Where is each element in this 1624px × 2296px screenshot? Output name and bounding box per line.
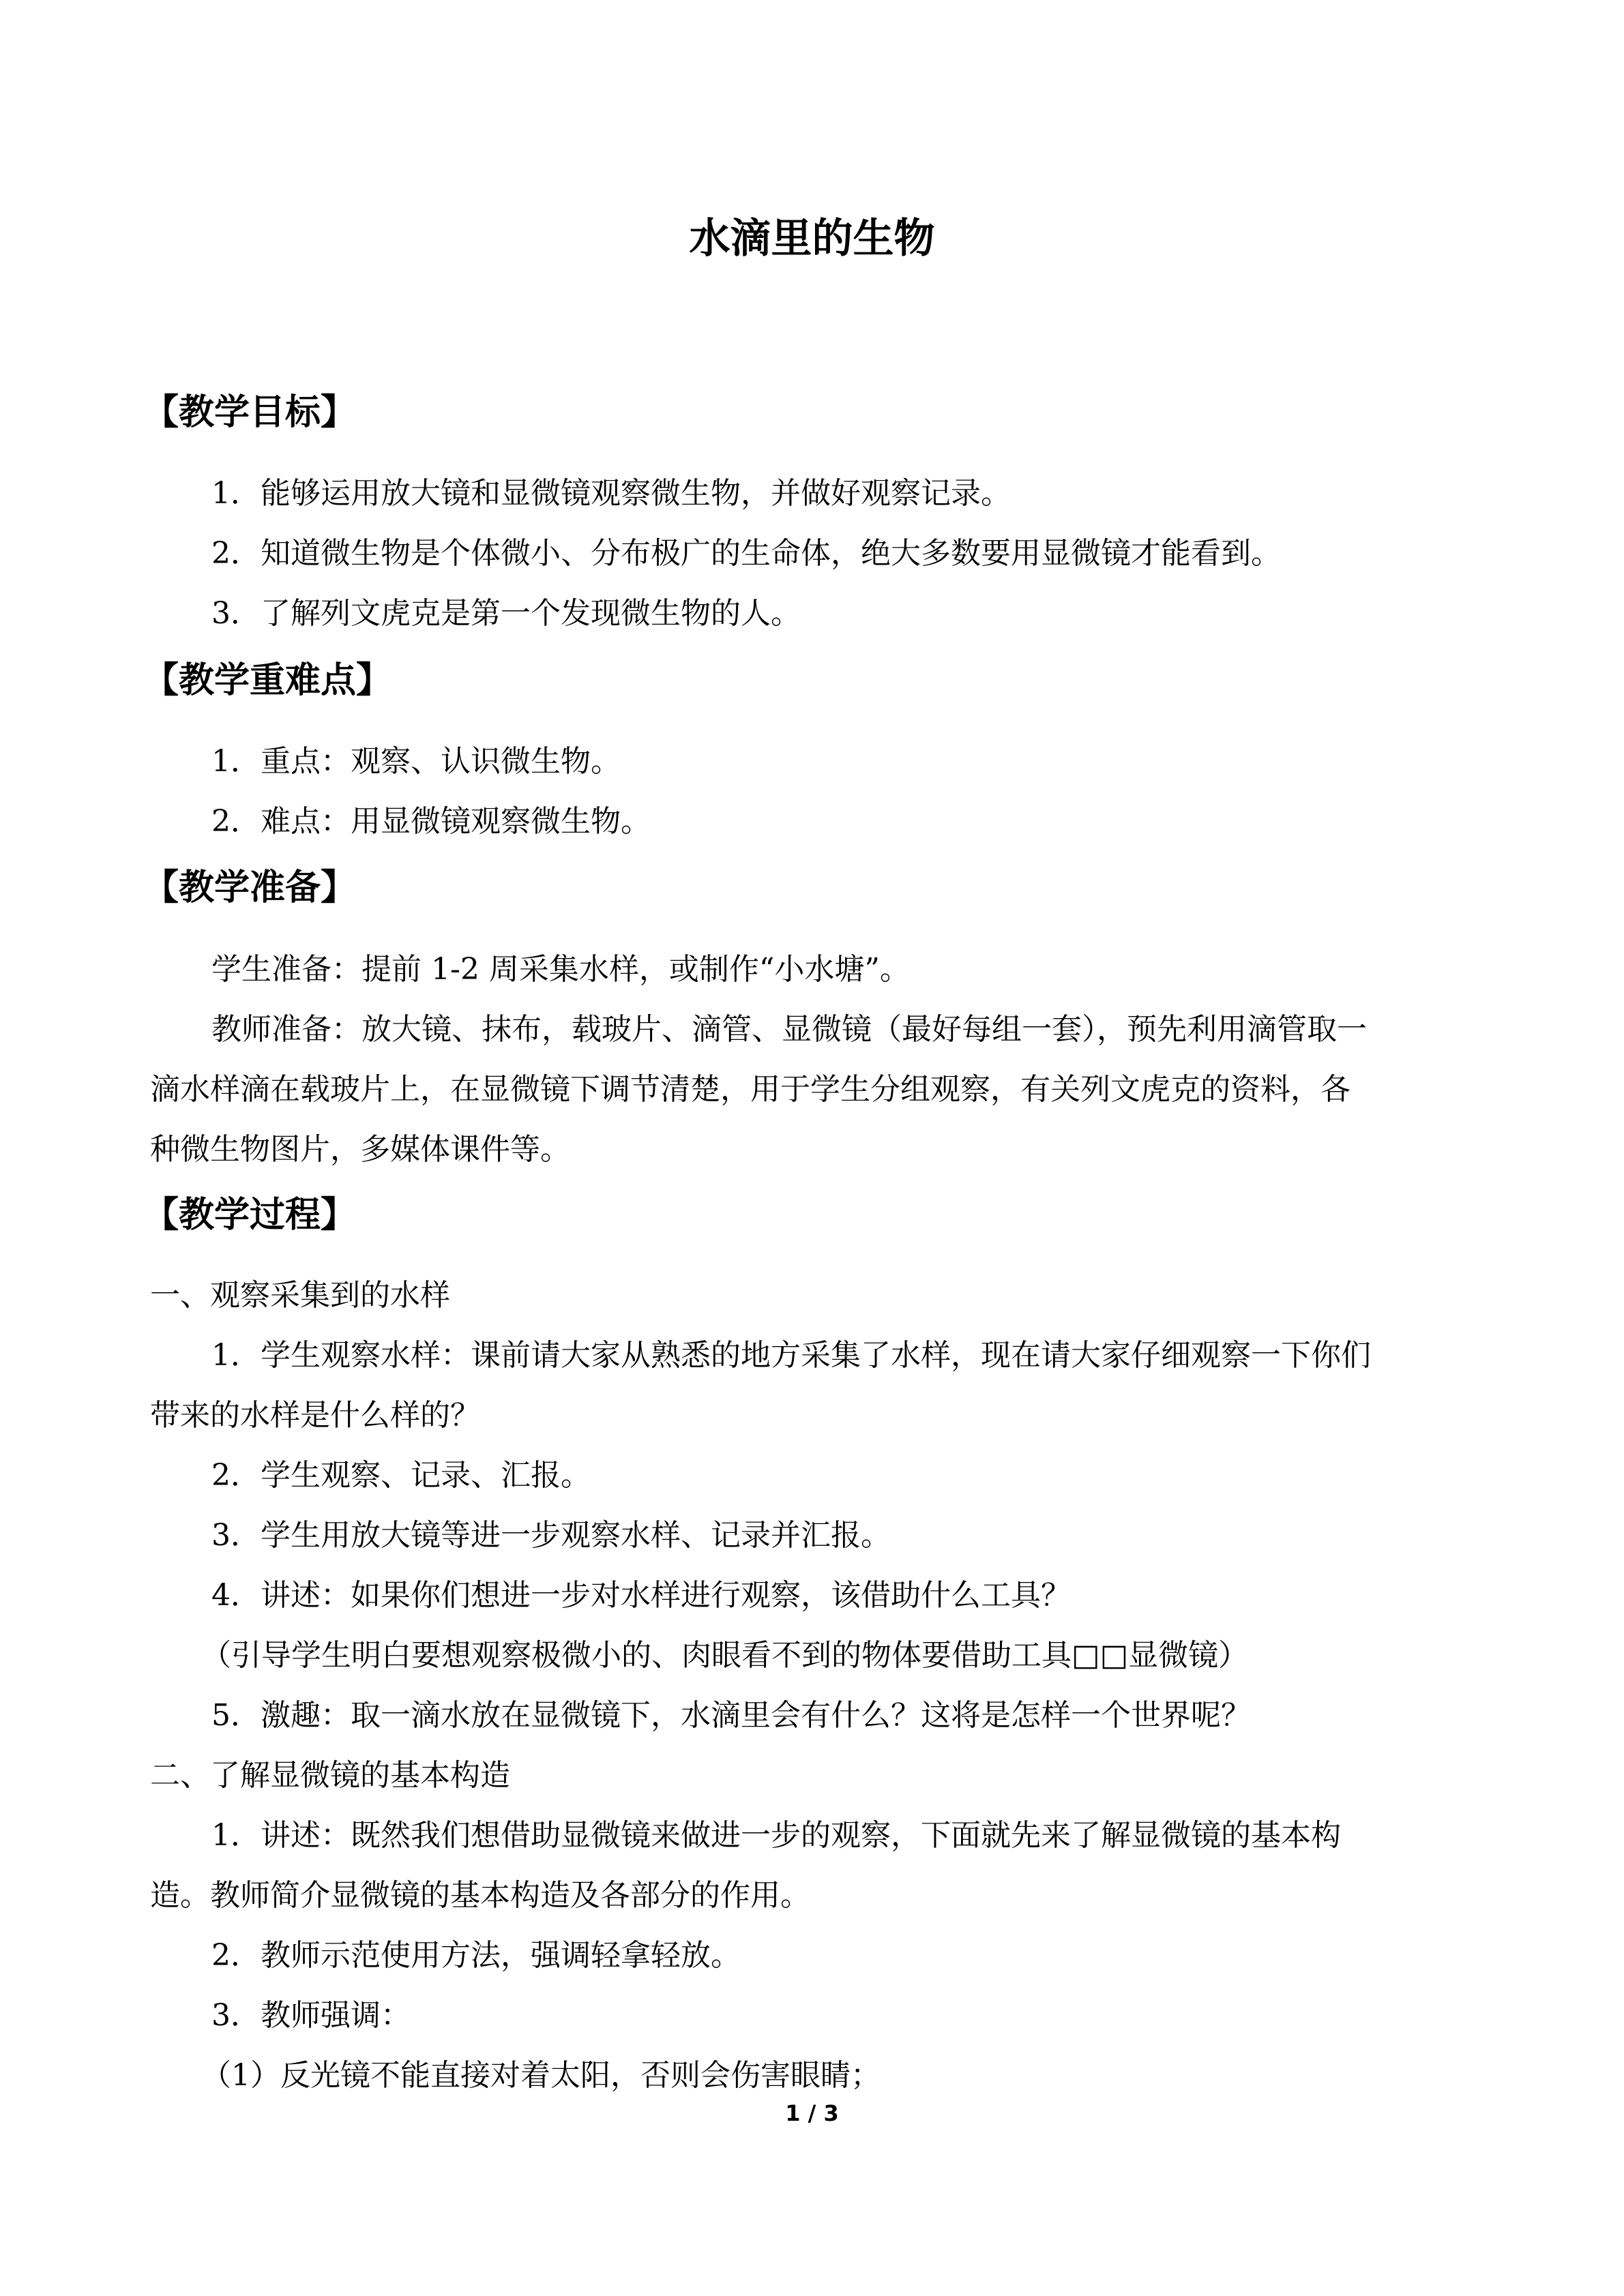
process-p2-1-line-1: 1．讲述：既然我们想借助显微镜来做进一步的观察，下面就先来了解显微镜的基本构 xyxy=(211,1818,1341,1853)
process-p1-4: 4．讲述：如果你们想进一步对水样进行观察，该借助什么工具？ xyxy=(211,1578,1071,1613)
process-p1-note: （引导学生明白要想观察极微小的、肉眼看不到的物体要借助工具□□显微镜） xyxy=(201,1638,1249,1673)
process-p1-1-line-2: 带来的水样是什么样的？ xyxy=(150,1398,480,1433)
process-p1-5: 5．激趣：取一滴水放在显微镜下，水滴里会有什么？这将是怎样一个世界呢？ xyxy=(211,1698,1251,1733)
goal-item-3: 3．了解列文虎克是第一个发现微生物的人。 xyxy=(211,596,801,631)
heading-goals: 【教学目标】 xyxy=(143,392,357,433)
keypoint-item-1: 1．重点：观察、认识微生物。 xyxy=(211,744,621,779)
process-p2-1-line-2: 造。教师简介显微镜的基本构造及各部分的作用。 xyxy=(150,1878,810,1913)
process-p1-2: 2．学生观察、记录、汇报。 xyxy=(211,1458,591,1493)
prep-teacher-line-1: 教师准备：放大镜、抹布，载玻片、滴管、显微镜（最好每组一套），预先利用滴管取一 xyxy=(211,1012,1367,1047)
goal-item-2: 2．知道微生物是个体微小、分布极广的生命体，绝大多数要用显微镜才能看到。 xyxy=(211,536,1281,571)
heading-prep: 【教学准备】 xyxy=(143,867,357,908)
process-p1-3: 3．学生用放大镜等进一步观察水样、记录并汇报。 xyxy=(211,1518,891,1553)
keypoint-item-2: 2．难点：用显微镜观察微生物。 xyxy=(211,804,651,839)
page-number: 1 / 3 xyxy=(785,2100,839,2126)
process-part2-title: 二、了解显微镜的基本构造 xyxy=(150,1758,510,1793)
prep-teacher-line-2: 滴水样滴在载玻片上，在显微镜下调节清楚，用于学生分组观察，有关列文虎克的资料，各 xyxy=(150,1072,1350,1107)
heading-process: 【教学过程】 xyxy=(143,1195,357,1236)
process-part1-title: 一、观察采集到的水样 xyxy=(150,1278,450,1313)
page-title: 水滴里的生物 xyxy=(689,215,935,263)
process-p1-1-line-1: 1．学生观察水样：课前请大家从熟悉的地方采集了水样，现在请大家仔细观察一下你们 xyxy=(211,1338,1371,1373)
prep-teacher-line-3: 种微生物图片，多媒体课件等。 xyxy=(150,1132,570,1167)
goal-item-1: 1．能够运用放大镜和显微镜观察微生物，并做好观察记录。 xyxy=(211,476,1011,511)
heading-keypoints: 【教学重难点】 xyxy=(143,660,392,701)
process-p2-2: 2．教师示范使用方法，强调轻拿轻放。 xyxy=(211,1938,741,1973)
process-p2-3: 3．教师强调： xyxy=(211,1998,411,2033)
prep-student: 学生准备：提前 1-2 周采集水样，或制作“小水塘”。 xyxy=(211,952,910,987)
process-p2-3-1: （1）反光镜不能直接对着太阳，否则会伤害眼睛； xyxy=(201,2058,881,2093)
